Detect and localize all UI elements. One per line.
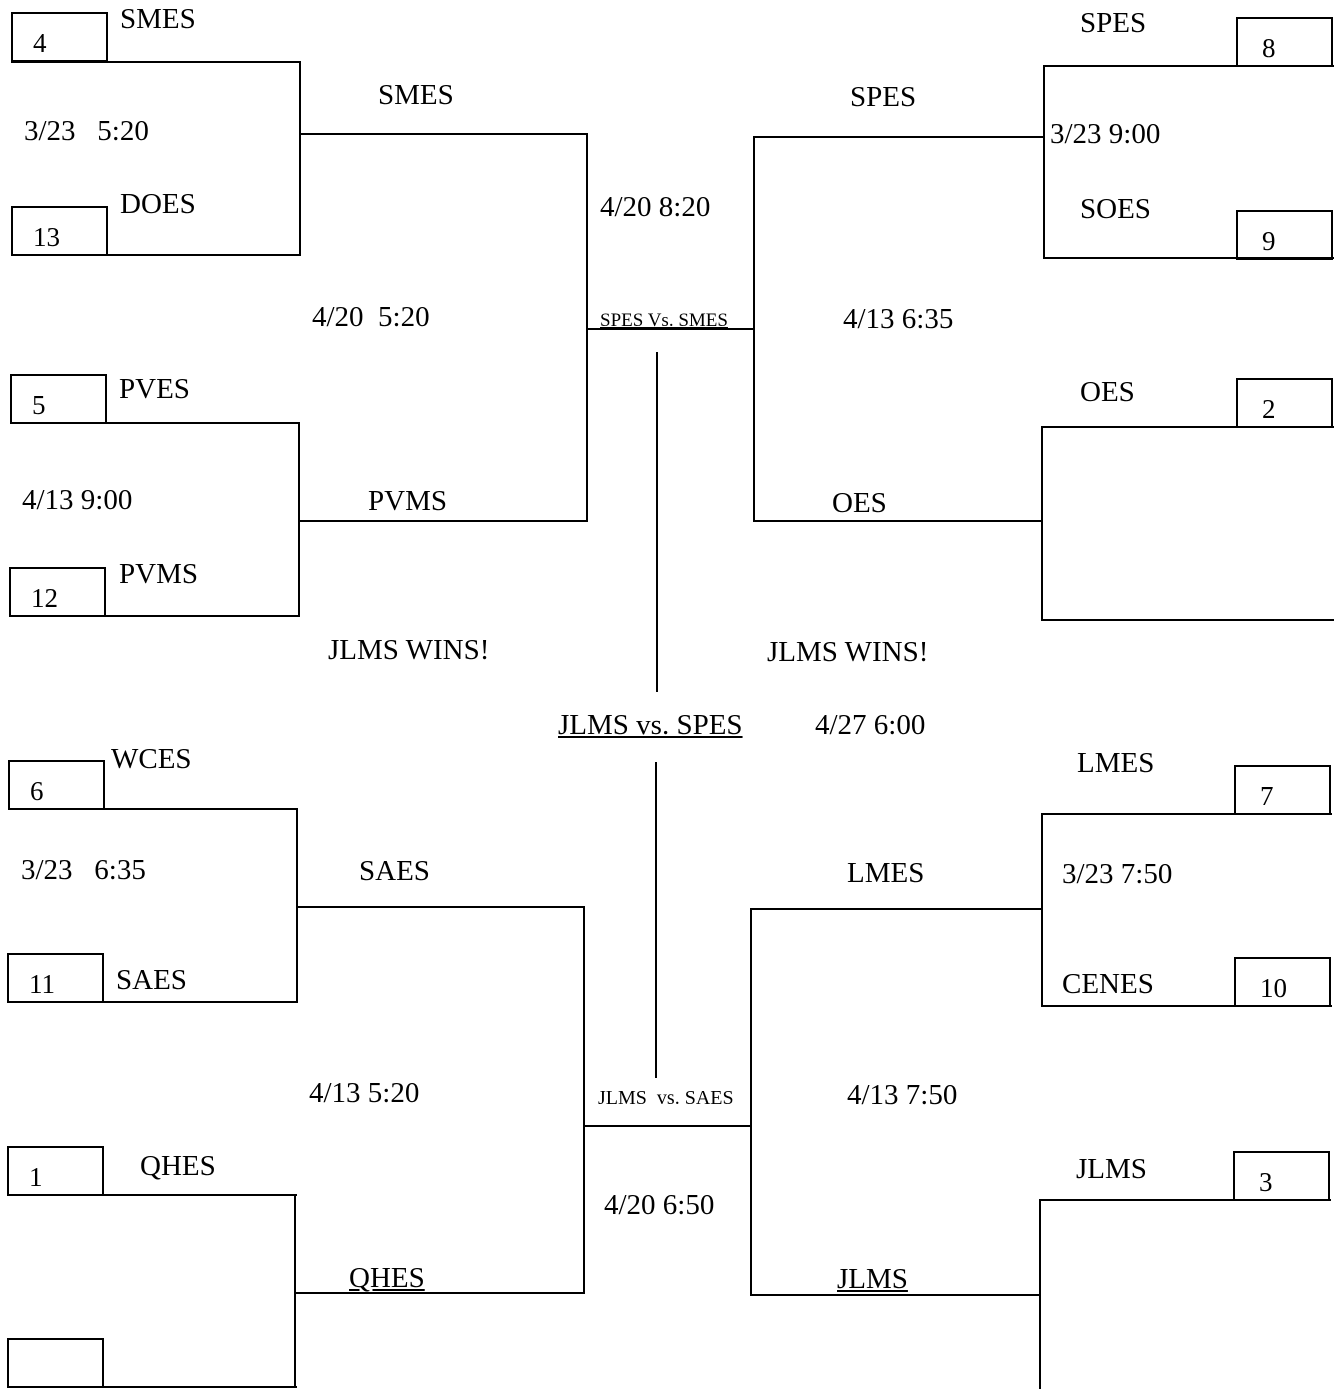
team-label-smes: SMES — [120, 3, 196, 35]
bracket-line — [1043, 65, 1045, 259]
bracket-line — [585, 1125, 752, 1127]
team-label-spes: SPES — [1080, 7, 1147, 39]
bracket-line — [11, 254, 301, 256]
bracket-line — [754, 136, 1044, 138]
seed-number: 4 — [33, 28, 47, 58]
bracket-line — [296, 1292, 584, 1294]
team-label-pvms: PVMS — [119, 558, 198, 590]
seed-box-8 — [1236, 17, 1333, 67]
seed-box-13 — [11, 206, 108, 256]
bracket-line — [300, 133, 588, 135]
bracket-line — [750, 908, 752, 1296]
bracket-line — [751, 908, 1042, 910]
winner-label: LMES — [847, 857, 925, 889]
seed-number: 3 — [1259, 1167, 1273, 1197]
game-time: 4/13 5:20 — [309, 1077, 420, 1109]
game-time: 4/20 5:20 — [312, 301, 430, 333]
seed-box-empty — [7, 1338, 104, 1388]
bracket-line — [1041, 813, 1043, 1007]
team-label-wces: WCES — [111, 743, 192, 775]
bracket-line — [7, 1001, 297, 1003]
game-time: 4/13 6:35 — [843, 303, 954, 335]
winner-label: SMES — [378, 79, 454, 111]
bracket-line — [753, 136, 755, 522]
result-label: JLMS WINS! — [328, 634, 490, 666]
winner-label: JLMS — [837, 1263, 908, 1295]
seed-number: 11 — [29, 969, 55, 999]
seed-number: 1 — [29, 1162, 43, 1192]
seed-number: 8 — [1262, 33, 1276, 63]
team-label-pves: PVES — [119, 373, 190, 405]
game-time: 4/20 8:20 — [600, 191, 711, 223]
seed-box-12 — [9, 567, 106, 617]
bracket-line — [1044, 257, 1334, 259]
winner-label: QHES — [349, 1262, 425, 1294]
bracket-line — [754, 520, 1043, 522]
seed-number: 6 — [30, 776, 44, 806]
game-time: 4/13 7:50 — [847, 1079, 958, 1111]
bracket-line — [11, 61, 301, 63]
game-time: 3/23 5:20 — [24, 115, 149, 147]
bracket-line — [9, 615, 299, 617]
seed-box-2 — [1236, 378, 1333, 428]
seed-box-9 — [1236, 210, 1333, 260]
seed-box-10 — [1234, 957, 1331, 1007]
game-time: 3/23 7:50 — [1062, 858, 1173, 890]
matchup-label: JLMS vs. SAES — [598, 1087, 734, 1109]
seed-number: 9 — [1262, 226, 1276, 256]
winner-label: SPES — [850, 81, 917, 113]
seed-number: 10 — [1260, 973, 1287, 1003]
bracket-line — [294, 1194, 296, 1388]
seed-box-5 — [10, 374, 107, 424]
seed-box-3 — [1233, 1151, 1330, 1201]
team-label-does: DOES — [120, 188, 196, 220]
bracket-line — [7, 1386, 297, 1388]
bracket-line — [10, 422, 300, 424]
bracket-line — [1041, 426, 1043, 621]
team-label-jlms: JLMS — [1076, 1153, 1147, 1185]
seed-box-11 — [7, 953, 104, 1003]
team-label-qhes: QHES — [140, 1150, 216, 1182]
bracket-line — [1042, 426, 1334, 428]
seed-number: 7 — [1260, 781, 1274, 811]
bracket-line — [7, 1194, 297, 1196]
winner-label: OES — [832, 487, 887, 519]
bracket-line — [297, 906, 585, 908]
game-time: 3/23 6:35 — [21, 854, 146, 886]
game-time: 4/20 6:50 — [604, 1189, 715, 1221]
seed-box-7 — [1234, 765, 1331, 815]
seed-number: 2 — [1262, 394, 1276, 424]
bracket-line — [299, 520, 588, 522]
final-game-time: 4/27 6:00 — [815, 709, 926, 741]
team-label-oes: OES — [1080, 376, 1135, 408]
bracket-line — [8, 808, 298, 810]
bracket-line — [583, 906, 585, 1294]
seed-box-4 — [11, 12, 108, 62]
team-label-saes: SAES — [116, 964, 187, 996]
final-matchup-label: JLMS vs. SPES — [558, 709, 743, 741]
bracket-line — [1042, 813, 1332, 815]
game-time: 3/23 9:00 — [1050, 118, 1161, 150]
team-label-lmes: LMES — [1077, 747, 1155, 779]
seed-number: 13 — [33, 222, 60, 252]
seed-box-1 — [7, 1146, 104, 1196]
team-label-cenes: CENES — [1062, 968, 1154, 1000]
bracket-line — [299, 61, 301, 256]
seed-number: 5 — [32, 390, 46, 420]
bracket-line — [1044, 65, 1334, 67]
team-label-soes: SOES — [1080, 193, 1151, 225]
result-label: JLMS WINS! — [767, 636, 929, 668]
bracket-line — [655, 762, 657, 1078]
matchup-label: SPES Vs. SMES — [600, 310, 728, 331]
bracket-line — [1040, 1199, 1331, 1201]
game-time: 4/13 9:00 — [22, 484, 133, 516]
bracket-line — [1042, 619, 1334, 621]
bracket-line — [656, 352, 658, 692]
seed-number: 12 — [31, 583, 58, 613]
winner-label: SAES — [359, 855, 430, 887]
winner-label: PVMS — [368, 485, 447, 517]
bracket-line — [1042, 1005, 1332, 1007]
seed-box-6 — [8, 760, 105, 810]
